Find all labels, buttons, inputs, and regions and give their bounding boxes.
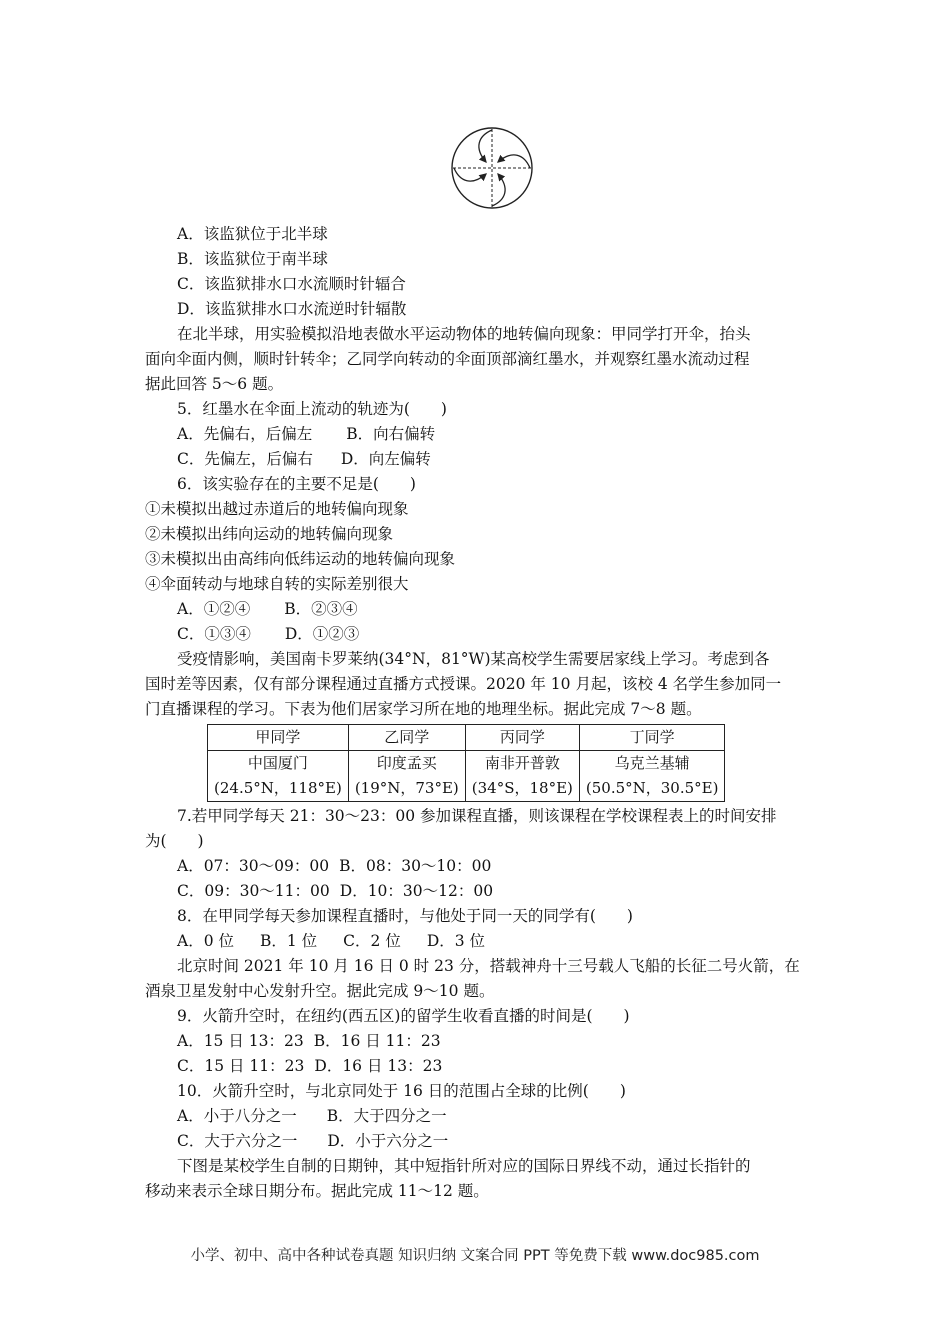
q9-option-c: C．15 日 11：23	[177, 1057, 305, 1075]
q8-option-b: B．1 位	[259, 932, 318, 950]
intro-9-10-line2: 酒泉卫星发射中心发射升空。据此完成 9～10 题。	[145, 982, 495, 1000]
q9-option-b: B．16 日 11：23	[313, 1032, 441, 1050]
q7-stem-line1: 7.若甲同学每天 21：30～23：00 参加课程直播，则该课程在学校课程表上的时间安排	[177, 807, 777, 825]
table-header: 乙同学	[348, 725, 465, 751]
table-city: 印度孟买	[376, 754, 437, 772]
q8-option-c: C．2 位	[343, 932, 401, 950]
q9-option-d: D．16 日 13：23	[314, 1057, 443, 1075]
q10-option-a: A．小于八分之一	[177, 1107, 297, 1125]
q5-options-row1	[145, 422, 810, 447]
coordinates-table	[207, 724, 725, 802]
q8-stem: 8．在甲同学每天参加课程直播时，与他处于同一天的同学有( )	[177, 907, 633, 925]
q5-stem: 5．红墨水在伞面上流动的轨迹为( )	[177, 400, 447, 418]
q5-option-d: D．向左偏转	[340, 450, 431, 468]
option-d: D．该监狱排水口水流逆时针辐散	[177, 300, 407, 318]
q6-item-1: ①未模拟出越过赤道后的地转偏向现象	[145, 500, 409, 518]
diagram-arrow-left	[454, 168, 486, 181]
q7-option-c: C．09：30～11：00	[177, 882, 330, 900]
q10-options-row2	[145, 1129, 810, 1154]
q7-options-row1	[145, 854, 810, 879]
q6-item-4: ④伞面转动与地球自转的实际差别很大	[145, 575, 409, 593]
q6-option-c: C．①③④	[177, 625, 251, 643]
table-coord: (50.5°N，30.5°E)	[585, 779, 719, 797]
table-cell	[579, 751, 725, 802]
q5-option-a: A．先偏右，后偏左	[177, 425, 313, 443]
table-cell	[465, 751, 579, 802]
q8-option-d: D．3 位	[426, 932, 486, 950]
table-header: 丙同学	[465, 725, 579, 751]
table-coord: (24.5°N，118°E)	[214, 779, 342, 797]
intro-9-10-line1: 北京时间 2021 年 10 月 16 日 0 时 23 分，搭载神舟十三号载人飞船的长征二号火箭，在	[177, 957, 800, 975]
table-coord: (19°N，73°E)	[354, 779, 459, 797]
q5-options-row2	[145, 447, 810, 472]
q10-option-d: D．小于六分之一	[327, 1132, 449, 1150]
q6-option-d: D．①②③	[284, 625, 360, 643]
q10-stem: 10．火箭升空时，与北京同处于 16 日的范围占全球的比例( )	[177, 1082, 626, 1100]
q10-option-c: C．大于六分之一	[177, 1132, 298, 1150]
q5-option-b: B．向右偏转	[346, 425, 436, 443]
q7-option-a: A．07：30～09：00	[177, 857, 330, 875]
q6-item-2: ②未模拟出纬向运动的地转偏向现象	[145, 525, 394, 543]
q9-options-row1	[145, 1029, 810, 1054]
q7-option-b: B．08：30～10：00	[339, 857, 492, 875]
q5-option-c: C．先偏左，后偏右	[177, 450, 313, 468]
table-city: 中国厦门	[247, 754, 308, 772]
intro-11-12-line2: 移动来表示全球日期分布。据此完成 11～12 题。	[145, 1182, 489, 1200]
q6-stem: 6．该实验存在的主要不足是( )	[177, 475, 416, 493]
q10-options-row1	[145, 1104, 810, 1129]
diagram-arrow-bottom	[492, 174, 505, 206]
intro-5-6-line2: 面向伞面内侧，顺时针转伞；乙同学向转动的伞面顶部滴红墨水，并观察红墨水流动过程	[145, 350, 750, 368]
q7-option-d: D．10：30～12：00	[339, 882, 494, 900]
table-city: 乌克兰基辅	[614, 754, 690, 772]
intro-7-8-line3: 门直播课程的学习。下表为他们居家学习所在地的地理坐标。据此完成 7～8 题。	[145, 700, 702, 718]
page-footer: 小学、初中、高中各种试卷真题 知识归纳 文案合同 PPT 等免费下载 www.doc985.com	[190, 1248, 760, 1264]
q6-option-a: A．①②④	[177, 600, 251, 618]
table-city: 南非开普敦	[484, 754, 560, 772]
intro-7-8-line2: 国时差等因素，仅有部分课程通过直播方式授课。2020 年 10 月起，该校 4 名学生参加同一	[145, 675, 782, 693]
question-content	[145, 222, 810, 1204]
diagram-arrow-top	[479, 130, 492, 162]
q7-stem-line2: 为( )	[145, 832, 204, 850]
table-header: 甲同学	[208, 725, 349, 751]
q8-options	[145, 929, 810, 954]
q9-options-row2	[145, 1054, 810, 1079]
q6-option-b: B．②③④	[284, 600, 358, 618]
table-cell	[208, 751, 349, 802]
q8-option-a: A．0 位	[177, 932, 234, 950]
table-header-row	[208, 725, 725, 751]
q7-options-row2	[145, 879, 810, 904]
rotation-diagram	[450, 126, 534, 210]
table-header: 丁同学	[579, 725, 725, 751]
intro-5-6-line1: 在北半球，用实验模拟沿地表做水平运动物体的地转偏向现象：甲同学打开伞，抬头	[177, 325, 751, 343]
q10-option-b: B．大于四分之一	[326, 1107, 447, 1125]
table-cell	[348, 751, 465, 802]
q6-options-row1	[145, 597, 810, 622]
table-row	[208, 751, 725, 802]
option-c: C．该监狱排水口水流顺时针辐合	[177, 275, 406, 293]
option-b: B．该监狱位于南半球	[177, 250, 328, 268]
option-a: A．该监狱位于北半球	[177, 225, 328, 243]
intro-11-12-line1: 下图是某校学生自制的日期钟，其中短指针所对应的国际日界线不动，通过长指针的	[177, 1157, 751, 1175]
intro-5-6-line3: 据此回答 5～6 题。	[145, 375, 284, 393]
q9-stem: 9．火箭升空时，在纽约(西五区)的留学生收看直播的时间是( )	[177, 1007, 630, 1025]
q6-item-3: ③未模拟出由高纬向低纬运动的地转偏向现象	[145, 550, 456, 568]
intro-7-8-line1: 受疫情影响，美国南卡罗莱纳(34°N，81°W)某高校学生需要居家线上学习。考虑到各	[177, 650, 770, 668]
q9-option-a: A．15 日 13：23	[177, 1032, 304, 1050]
diagram-arrow-right	[498, 155, 530, 168]
table-coord: (34°S，18°E)	[471, 779, 573, 797]
q6-options-row2	[145, 622, 810, 647]
